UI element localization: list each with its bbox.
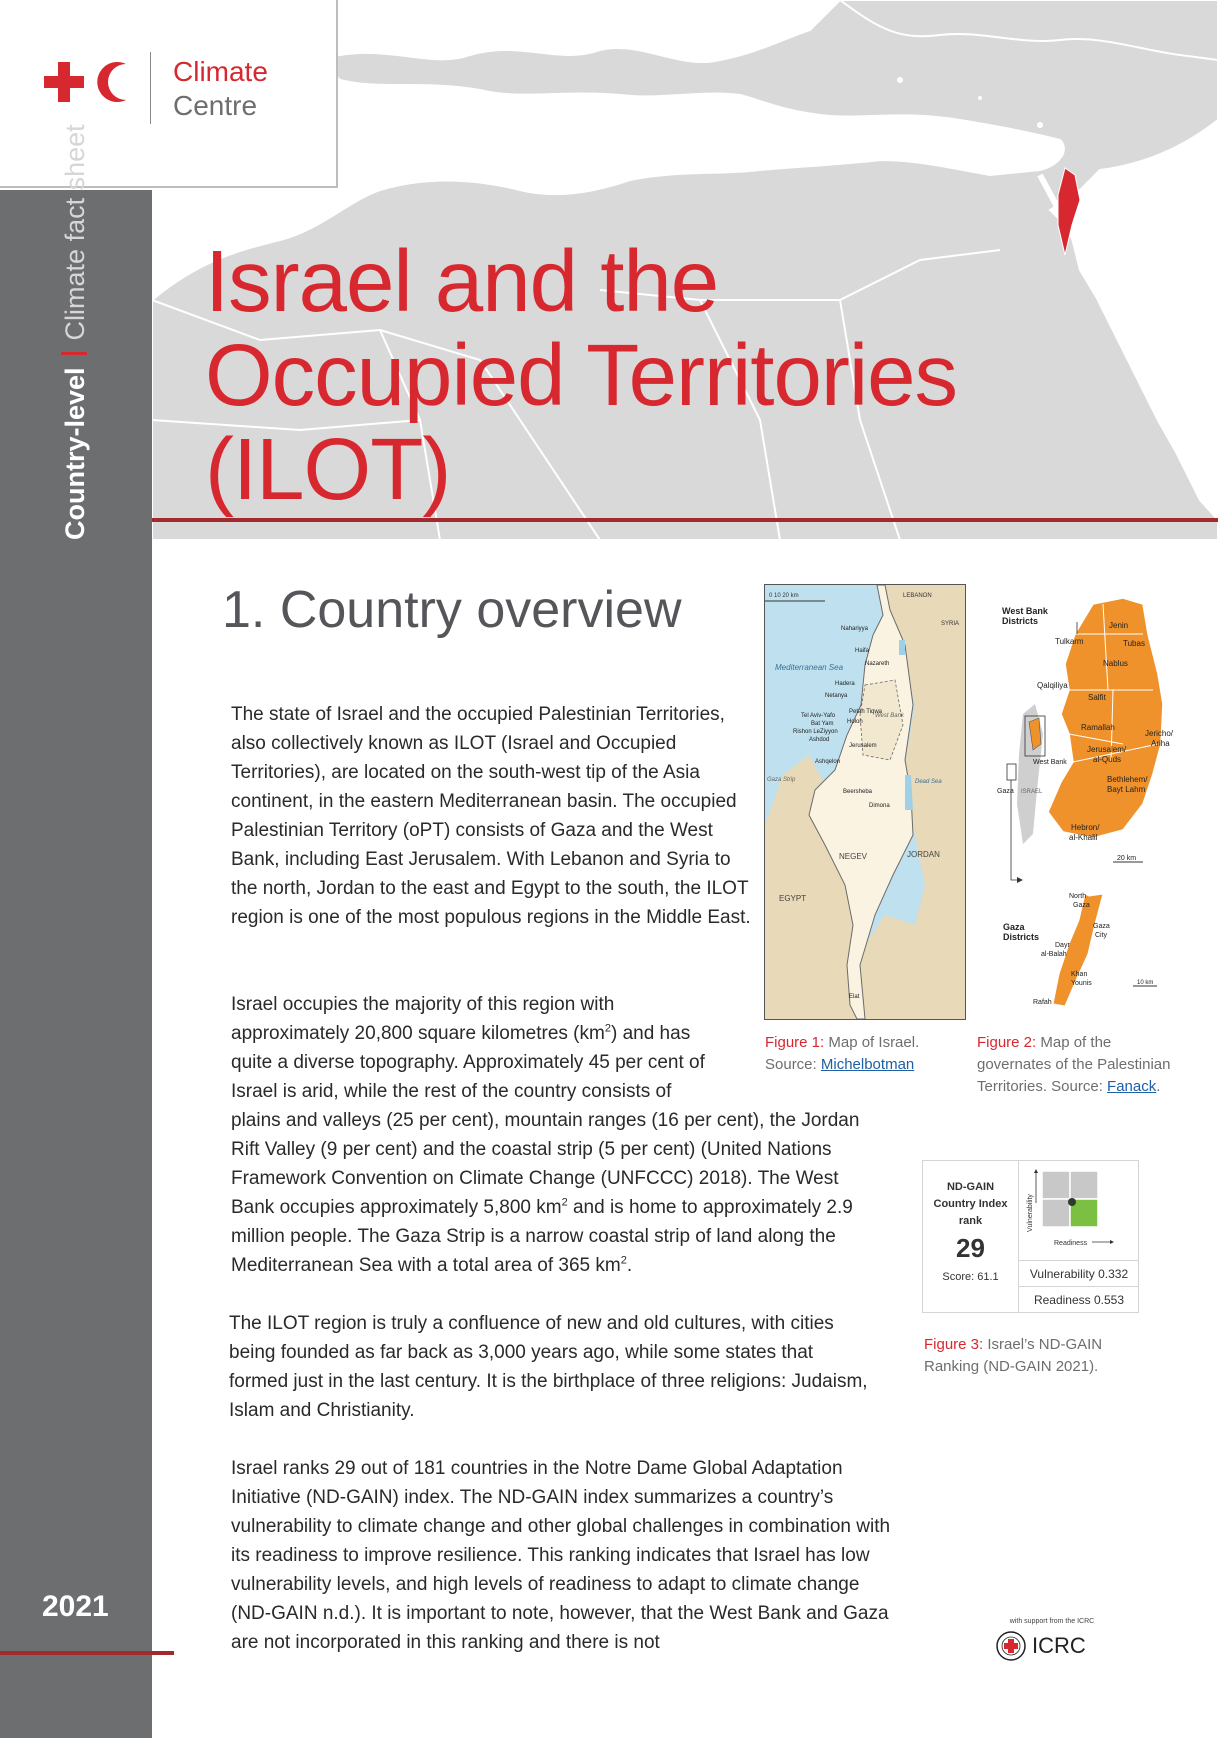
- map-label-hebron-2: al-Khalil: [1069, 833, 1098, 842]
- inset-label-gaza: Gaza: [997, 788, 1014, 795]
- ndgain-header-line1: ND-GAIN: [946, 1181, 995, 1193]
- figure-2-caption: [977, 1032, 1189, 1098]
- paragraph-2b-cont: and is home to approximately 2.9 million people. The Gaza Strip is a narrow coastal strip of land along the Mediterranean Sea with a total area of 365 km: [231, 1197, 853, 1276]
- sidebar-level: Country-level: [60, 367, 90, 540]
- red-cross-crescent-logo: [44, 60, 134, 110]
- icrc-mark: [996, 1631, 1108, 1661]
- map-label-rafah: Rafah: [1033, 999, 1052, 1006]
- map-label-batyam: Bat Yam: [811, 721, 834, 727]
- ndgain-readiness-axis-label: Readiness: [1054, 1240, 1088, 1247]
- map-label-khan-1: Khan: [1071, 971, 1088, 978]
- paragraph-4: Israel ranks 29 out of 181 countries in the Notre Dame Global Adaptation Initiative (ND-GAIN) index. The ND-GAIN index summarizes a country’s vulnerability to climate change and other global challenges in combination with its readiness to improve resilience. This ranking indicates that Israel has low vulnerability levels, and high levels of readiness to adapt to climate change (ND-GAIN n.d.). It is important to note, however, that the West Bank and Gaza are not incorporated in this ranking and there is not: [231, 1458, 891, 1653]
- title-line-3: (ILOT): [205, 421, 451, 518]
- map-label-jericho-1: Jericho/: [1145, 729, 1174, 738]
- wb-title-line2: Districts: [1002, 616, 1039, 626]
- figure-3-label: Figure 3:: [924, 1336, 984, 1353]
- inset-label-israel: ISRAEL: [1021, 789, 1043, 795]
- superscript: 2: [620, 1254, 627, 1267]
- israel-map: [765, 585, 965, 1019]
- map-label-hadera: Hadera: [835, 681, 855, 687]
- map-label-petah: Petah Tiqwa: [849, 709, 883, 715]
- map-label-northgaza-1: North: [1069, 893, 1087, 900]
- ndgain-rank: 29: [956, 1233, 985, 1263]
- map-label-nablus: Nablus: [1103, 659, 1128, 668]
- map-label-dimona: Dimona: [869, 803, 890, 809]
- figure-1-label: Figure 1:: [765, 1034, 825, 1051]
- ndgain-matrix: [1020, 1165, 1138, 1259]
- map-label-bethlehem-1: Bethlehem/: [1107, 775, 1148, 784]
- map-label-syria: SYRIA: [941, 621, 960, 627]
- ndgain-box: [922, 1160, 1139, 1313]
- map-label-jenin: Jenin: [1109, 621, 1129, 630]
- title-line-2: Occupied Territories: [205, 327, 958, 424]
- paragraph-2b-end: .: [626, 1255, 633, 1276]
- superscript: 2: [561, 1196, 568, 1209]
- map-label-bethlehem-2: Bayt Lahm: [1107, 785, 1146, 794]
- icrc-support-text: with support from the ICRC: [1009, 1618, 1095, 1625]
- figure-2-label: Figure 2:: [977, 1034, 1037, 1051]
- map-label-khan-2: Younis: [1071, 980, 1092, 987]
- sidebar-vertical-label: [60, 124, 91, 540]
- gz-title-line1: Gaza: [1003, 922, 1025, 932]
- figure-1-text: Map of Israel. Source:: [765, 1034, 920, 1073]
- figure-3-caption: [924, 1334, 1134, 1378]
- figure-2-text: Map of the governates of the Palestinian Territories. Source:: [977, 1034, 1171, 1095]
- sidebar-year: 2021: [42, 1590, 109, 1623]
- map-label-holon: Holon: [847, 719, 863, 725]
- map-label-ashdod: Ashdod: [809, 737, 830, 743]
- figure-1-map: [764, 584, 966, 1020]
- figure-2-end: .: [1156, 1078, 1161, 1095]
- ndgain-header-line2: Country Index: [933, 1198, 1008, 1210]
- map-label-gazacity-2: City: [1095, 932, 1108, 939]
- map-label-jordan: JORDAN: [907, 850, 940, 859]
- map-label-eilat: Elat: [849, 994, 860, 1000]
- figure-1-source-link[interactable]: Michelbotman: [820, 1056, 915, 1073]
- paragraph-2a: [231, 990, 731, 1106]
- svg-text:0 10 20 km: 0 10 20 km: [769, 593, 799, 599]
- map-label-ashqelon: Ashqelon: [815, 759, 841, 765]
- figure-1-caption: [765, 1032, 955, 1076]
- figure-2-source-link[interactable]: Fanack: [1107, 1078, 1157, 1095]
- map-label-ramallah: Ramallah: [1081, 723, 1115, 732]
- ndgain-vuln-axis-label: Vulnerability: [1027, 1194, 1034, 1232]
- sidebar-sheet-type: Climate fact sheet: [60, 124, 90, 341]
- ndgain-rank-panel: [923, 1161, 1019, 1312]
- map-label-salfit: Salfit: [1088, 693, 1106, 702]
- map-label-westbank: West Bank: [875, 713, 904, 719]
- paragraph-1: The state of Israel and the occupied Palestinian Territories, also collectively known as ILOT (Israel and Occupied Territories), are located on the south-west tip of the Asia continent, in the eastern Mediterranean basin. The occupied Palestinian Territory (oPT) consists of Gaza and the West Bank, including East Jerusalem. With Lebanon and Syria to the north, Jordan to the east and Egypt to the south, the ILOT region is one of the most populous regions in the Middle East.: [231, 704, 751, 928]
- inset-label-westbank: West Bank: [1033, 759, 1067, 766]
- gz-title-line2: Districts: [1003, 932, 1040, 942]
- ndgain-header-line3: rank: [958, 1215, 983, 1227]
- map-label-jerusalem-2: al-Quds: [1093, 755, 1122, 764]
- map-label-dayr-2: al-Balah: [1041, 951, 1067, 958]
- scale-label-10km: 10 km: [1137, 980, 1154, 986]
- ndgain-vulnerability-value: Vulnerability 0.332: [1019, 1260, 1139, 1287]
- map-label-jerusalem: Jerusalem: [849, 743, 877, 749]
- title-rule: [152, 518, 1218, 522]
- wb-title-line1: West Bank: [1002, 606, 1048, 616]
- logo-divider: [150, 52, 151, 124]
- icrc-logo: [996, 1618, 1108, 1661]
- map-label-jericho-2: Ariha: [1151, 739, 1170, 748]
- map-label-northgaza-2: Gaza: [1073, 902, 1090, 909]
- superscript: 2: [604, 1022, 611, 1035]
- map-label-negev: NEGEV: [839, 852, 868, 861]
- map-label-netanya: Netanya: [825, 693, 848, 699]
- logo-box: [0, 0, 338, 188]
- icrc-emblem-icon: [996, 1631, 1026, 1661]
- map-label-sea: Mediterranean Sea: [775, 663, 844, 672]
- paragraph-2b: [231, 1106, 871, 1280]
- map-label-hebron-1: Hebron/: [1071, 823, 1100, 832]
- ndgain-readiness-value: Readiness 0.553: [1019, 1286, 1139, 1313]
- map-label-nahariyya: Nahariyya: [841, 626, 869, 632]
- paragraph-2a-cont: ) and has quite a diverse topography. Approximately 45 per cent of Israel is arid, while the rest of the country consists of: [231, 1023, 705, 1102]
- ndgain-score: Score: 61.1: [942, 1271, 999, 1283]
- map-label-tubas: Tubas: [1123, 639, 1145, 648]
- sidebar-separator: [61, 352, 87, 355]
- map-label-rishon: Rishon LeZiyyon: [793, 729, 838, 735]
- map-label-deadsea: Dead Sea: [915, 779, 942, 785]
- paragraph-3: The ILOT region is truly a confluence of new and old cultures, with cities being founded as far back as 3,000 years ago, while some states that formed just in the last century. It is the birthplace of three religions: Judaism, Islam and Christianity.: [229, 1313, 868, 1421]
- map-label-jerusalem-1: Jerusalem/: [1087, 745, 1127, 754]
- logo-text-centre: Centre: [173, 90, 258, 121]
- map-label-dayr-1: Dayr: [1055, 942, 1070, 949]
- figure-3-text: Israel’s ND-GAIN Ranking (ND-GAIN 2021).: [924, 1336, 1103, 1375]
- map-label-beersheba: Beersheba: [843, 789, 873, 795]
- page-title: [205, 235, 1135, 517]
- map-label-haifa: Haifa: [855, 648, 870, 654]
- map-label-tulkarm: Tulkarm: [1055, 637, 1084, 646]
- figure-2-map: [993, 594, 1218, 1014]
- title-line-1: Israel and the: [205, 233, 719, 330]
- map-label-gaza: Gaza Strip: [767, 777, 796, 783]
- paragraph-2a-text: Israel occupies the majority of this region with approximately 20,800 square kilometres (km: [231, 994, 615, 1044]
- map-label-telaviv: Tel Aviv-Yafo: [801, 713, 836, 719]
- scale-label-20km: 20 km: [1117, 855, 1137, 862]
- map-label-lebanon: LEBANON: [903, 593, 932, 599]
- footer-rule: [0, 1651, 174, 1655]
- paragraph-2b-text: plains and valleys (25 per cent), mountain ranges (16 per cent), the Jordan Rift Valley (9 per cent) and the coastal strip (5 per cent) (United Nations Framework Convention on Climate Change (UNFCCC) 2018). The West Bank occupies approximately 5,800 km: [231, 1110, 860, 1218]
- icrc-name: ICRC: [1032, 1633, 1086, 1658]
- ndgain-header: [923, 1179, 1018, 1230]
- map-label-gazacity-1: Gaza: [1093, 923, 1110, 930]
- ndgain-country-marker: [1068, 1198, 1076, 1206]
- map-label-qalqiliya: Qalqiliya: [1037, 681, 1068, 690]
- map-label-nazareth: Nazareth: [865, 661, 890, 667]
- section-title: 1. Country overview: [222, 581, 682, 639]
- logo-text-climate: Climate: [173, 56, 268, 87]
- map-label-egypt: EGYPT: [779, 894, 807, 903]
